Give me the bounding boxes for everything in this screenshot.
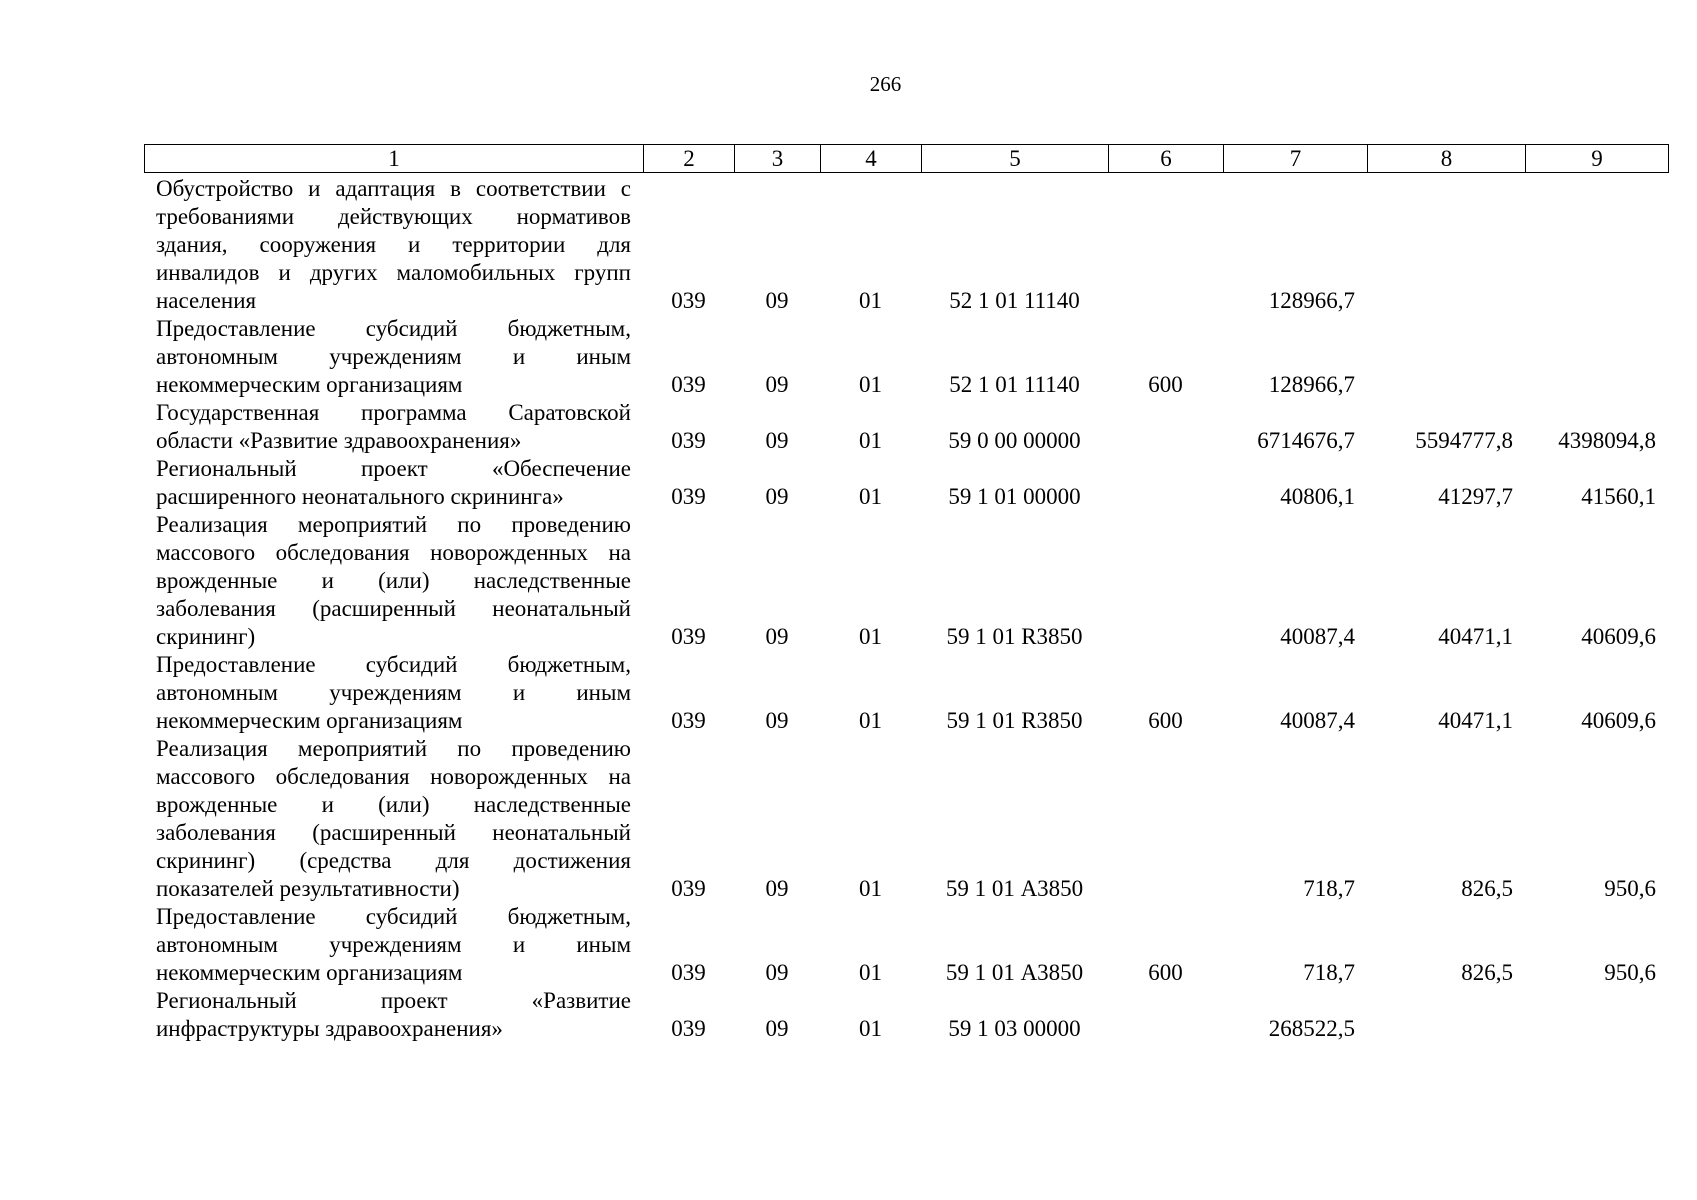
cell-amount-col7: 718,7	[1303, 960, 1355, 985]
cell-amount-col8	[1367, 987, 1525, 1043]
page-number: 266	[869, 72, 902, 96]
cell-amount-col9	[1525, 315, 1668, 399]
cell-amount-col8: 826,5	[1461, 960, 1513, 985]
cell-target-article: 59 0 00 00000	[948, 428, 1081, 453]
cell-amount-col9: 40609,6	[1581, 624, 1656, 649]
cell-target-article: 59 1 01 R3850	[946, 624, 1083, 649]
cell-amount-col9: 950,6	[1604, 876, 1656, 901]
cell-ministry-code: 039	[671, 428, 706, 453]
cell-amount-col9: 950,6	[1604, 960, 1656, 985]
cell-subsection-code: 01	[859, 484, 882, 509]
cell-target-article: 59 1 03 00000	[948, 1016, 1081, 1041]
table-row	[144, 735, 1668, 903]
cell-expense-type	[1108, 175, 1223, 315]
column-header: 1	[145, 145, 644, 173]
cell-subsection-code: 01	[859, 876, 882, 901]
cell-subsection-code: 01	[859, 428, 882, 453]
cell-section-code: 09	[765, 484, 789, 509]
table-row	[144, 455, 1668, 511]
row-description: Реализация мероприятий по проведению массового обследования новорожденных на врожденные и (или) наследственные заболевания (расширенный неонатальный скрининг) (средства для достижения показателей результативности)	[156, 736, 631, 901]
cell-expense-type	[1108, 455, 1223, 511]
cell-ministry-code: 039	[671, 960, 706, 985]
cell-amount-col7: 718,7	[1303, 876, 1355, 901]
cell-target-article: 59 1 01 А3850	[945, 876, 1084, 901]
cell-ministry-code: 039	[671, 708, 706, 733]
table-row	[144, 987, 1668, 1043]
cell-target-article: 59 1 01 00000	[948, 484, 1081, 509]
row-description: Предоставление субсидий бюджетным, автономным учреждениям и иным некоммерческим организациям	[156, 904, 631, 985]
cell-ministry-code: 039	[671, 624, 706, 649]
row-description: Региональный проект «Развитие инфраструктуры здравоохранения»	[156, 988, 631, 1041]
row-description: Государственная программа Саратовской области «Развитие здравоохранения»	[156, 400, 631, 453]
column-header: 8	[1368, 145, 1526, 173]
cell-ministry-code: 039	[671, 1016, 706, 1041]
cell-subsection-code: 01	[859, 960, 882, 985]
cell-amount-col8: 40471,1	[1438, 624, 1513, 649]
cell-amount-col8	[1367, 315, 1525, 399]
cell-expense-type: 600	[1148, 960, 1183, 985]
cell-amount-col7: 40087,4	[1280, 708, 1355, 733]
cell-amount-col8: 41297,7	[1438, 484, 1513, 509]
table-row	[144, 315, 1668, 399]
cell-expense-type	[1108, 735, 1223, 903]
cell-amount-col7: 40806,1	[1280, 484, 1355, 509]
column-header: 4	[821, 145, 922, 173]
cell-expense-type: 600	[1148, 372, 1183, 397]
cell-amount-col8	[1367, 175, 1525, 315]
cell-amount-col7: 128966,7	[1268, 372, 1355, 397]
cell-amount-col7: 6714676,7	[1257, 428, 1355, 453]
cell-amount-col7: 268522,5	[1268, 1016, 1355, 1041]
table-row	[144, 903, 1668, 987]
cell-ministry-code: 039	[671, 288, 706, 313]
cell-amount-col8: 826,5	[1461, 876, 1513, 901]
cell-target-article: 59 1 01 А3850	[945, 960, 1084, 985]
cell-section-code: 09	[765, 960, 789, 985]
cell-subsection-code: 01	[859, 372, 882, 397]
row-description: Обустройство и адаптация в соответствии с требованиями действующих нормативов здания, сооружения и территории для инвалидов и других маломобильных групп населения	[156, 176, 631, 313]
column-header-row	[145, 145, 1669, 173]
cell-section-code: 09	[765, 624, 789, 649]
cell-amount-col9: 41560,1	[1581, 484, 1656, 509]
cell-amount-col7: 128966,7	[1268, 288, 1355, 313]
cell-section-code: 09	[765, 1016, 789, 1041]
cell-target-article: 52 1 01 11140	[949, 372, 1080, 397]
cell-section-code: 09	[765, 708, 789, 733]
cell-ministry-code: 039	[671, 484, 706, 509]
cell-amount-col8: 40471,1	[1438, 708, 1513, 733]
cell-amount-col9: 4398094,8	[1558, 428, 1656, 453]
cell-expense-type	[1108, 987, 1223, 1043]
column-header: 3	[735, 145, 821, 173]
row-description: Региональный проект «Обеспечение расширенного неонатального скрининга»	[156, 456, 631, 509]
cell-target-article: 52 1 01 11140	[949, 288, 1080, 313]
cell-section-code: 09	[765, 372, 789, 397]
cell-subsection-code: 01	[859, 288, 882, 313]
column-header-table	[144, 144, 1669, 173]
column-header: 2	[644, 145, 735, 173]
column-header: 6	[1109, 145, 1224, 173]
cell-subsection-code: 01	[859, 1016, 882, 1041]
table-row	[144, 399, 1668, 455]
column-header: 5	[922, 145, 1109, 173]
row-description: Предоставление субсидий бюджетным, автономным учреждениям и иным некоммерческим организациям	[156, 652, 631, 733]
cell-target-article: 59 1 01 R3850	[946, 708, 1083, 733]
cell-amount-col9	[1525, 175, 1668, 315]
column-header: 7	[1224, 145, 1368, 173]
cell-expense-type	[1108, 511, 1223, 651]
cell-section-code: 09	[765, 876, 789, 901]
cell-ministry-code: 039	[671, 372, 706, 397]
cell-expense-type: 600	[1148, 708, 1183, 733]
cell-section-code: 09	[765, 288, 789, 313]
cell-section-code: 09	[765, 428, 789, 453]
row-description: Реализация мероприятий по проведению массового обследования новорожденных на врожденные и (или) наследственные заболевания (расширенный неонатальный скрининг)	[156, 512, 631, 649]
table-row	[144, 651, 1668, 735]
cell-amount-col9: 40609,6	[1581, 708, 1656, 733]
budget-table	[144, 175, 1668, 1043]
cell-ministry-code: 039	[671, 876, 706, 901]
column-header: 9	[1526, 145, 1669, 173]
cell-expense-type	[1108, 399, 1223, 455]
table-row	[144, 511, 1668, 651]
cell-subsection-code: 01	[859, 708, 882, 733]
cell-subsection-code: 01	[859, 624, 882, 649]
cell-amount-col7: 40087,4	[1280, 624, 1355, 649]
cell-amount-col9	[1525, 987, 1668, 1043]
row-description: Предоставление субсидий бюджетным, автономным учреждениям и иным некоммерческим организациям	[156, 316, 631, 397]
table-row	[144, 175, 1668, 315]
cell-amount-col8: 5594777,8	[1415, 428, 1513, 453]
